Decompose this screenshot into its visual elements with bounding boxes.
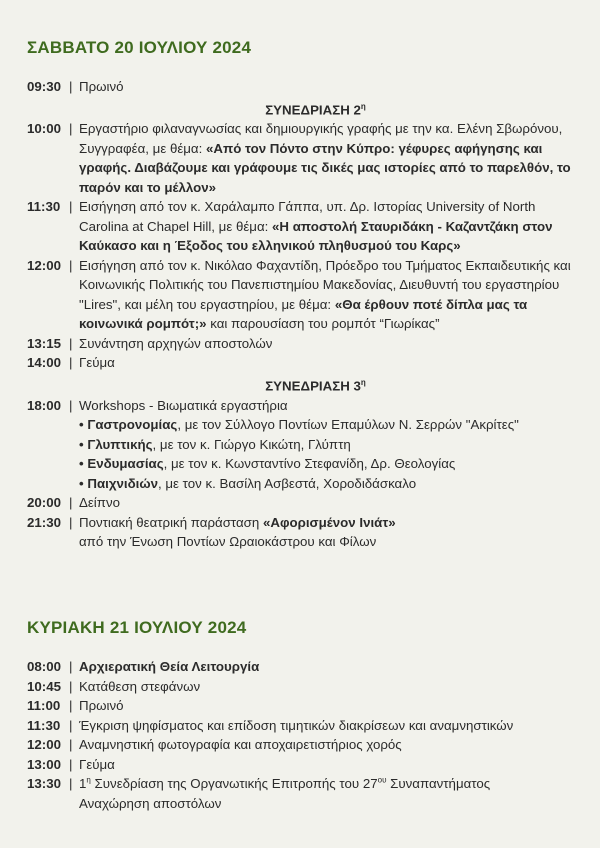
separator: | — [69, 698, 73, 713]
schedule-row — [27, 696, 582, 716]
separator: | — [69, 659, 73, 674]
separator: | — [69, 776, 73, 791]
time-label: 12:00 — [27, 737, 62, 752]
workshop-item: • Παιχνιδιών, με τον κ. Βασίλη Ασβεστά, Χοροδιδάσκαλο — [79, 474, 582, 494]
schedule-row — [27, 334, 582, 354]
schedule-row — [27, 353, 582, 373]
session-heading: ΣΥΝΕΔΡΙΑΣΗ $2^\eta$ — [265, 101, 366, 117]
event-text: Εισήγηση από τον κ. Χαράλαμπο Γάππα, υπ. Δρ. Ιστορίας University of North Carolina at Chapel Hill, με θέμα: «Η αποστολή Σταυριδάκη - Καζαντζάκη στον Καύκασο και η Έξοδος του ελληνικού πληθυσμού του Καρς» — [79, 199, 553, 254]
separator: | — [69, 737, 73, 752]
time-label: 13:15 — [27, 335, 62, 351]
day1-schedule — [27, 77, 582, 552]
schedule-row — [27, 119, 582, 197]
event-text: Εισήγηση από τον κ. Νικόλαο Φαχαντίδη, Πρόεδρο του Τμήματος Εκπαιδευτικής και Κοινωνικής Πολιτικής του Πανεπιστημίου Μακεδονίας, Διευθυντή του εργαστηρίου "Lires", και μέλη του εργαστηρίου, με θέμα: «Θα έρθουν ποτέ δίπλα μας τα κοινωνικά ρομπότ;» και παρουσίαση του ρομπότ “Γιωρίκας” — [79, 257, 571, 332]
separator: | — [69, 199, 73, 215]
separator: | — [69, 514, 73, 530]
time-label: 11:30 — [27, 717, 61, 733]
schedule-row — [27, 396, 582, 494]
time-label: 21:30 — [27, 514, 62, 530]
schedule-row — [27, 657, 582, 677]
time-label: 12:00 — [27, 257, 62, 273]
event-text: Αναμνηστική φωτογραφία και αποχαιρετιστήριος χορός — [79, 737, 402, 752]
time-label: 18:00 — [27, 397, 62, 413]
separator: | — [69, 678, 73, 694]
schedule-row — [27, 493, 582, 513]
event-text: Δείπνο — [79, 495, 120, 511]
event-text: Αρχιερατική Θεία Λειτουργία — [79, 659, 260, 674]
schedule-row — [27, 735, 582, 755]
day2-heading: ΚΥΡΙΑΚΗ 21 ΙΟΥΛΙΟΥ 2024 — [27, 618, 247, 637]
time-label: 20:00 — [27, 495, 62, 511]
schedule-row — [27, 197, 582, 256]
schedule-row — [27, 677, 582, 697]
time-label: 10:45 — [27, 678, 62, 694]
schedule-row — [27, 755, 582, 775]
schedule-row — [27, 256, 582, 334]
day1-heading: ΣΑΒΒΑΤΟ 20 ΙΟΥΛΙΟΥ 2024 — [27, 38, 252, 57]
workshop-item: • Γαστρονομίας, με τον Σύλλογο Ποντίων Επαμύλων Ν. Σερρών "Ακρίτες" — [79, 415, 582, 435]
time-label: 11:30 — [27, 199, 61, 215]
session-heading: ΣΥΝΕΔΡΙΑΣΗ $3^\eta$ — [265, 377, 366, 394]
time-label: 09:30 — [27, 79, 62, 94]
schedule-row — [27, 716, 582, 736]
schedule-row — [27, 774, 582, 813]
separator: | — [69, 495, 73, 511]
workshop-item: • Γλυπτικής, με τον κ. Γιώργο Κικώτη, Γλύπτη — [79, 435, 582, 455]
separator: | — [69, 335, 73, 351]
time-label: 13:00 — [27, 756, 62, 772]
separator: | — [69, 257, 73, 273]
event-text: Συνάντηση αρχηγών αποστολών — [79, 335, 273, 351]
schedule-row — [27, 513, 582, 552]
event-text: Ποντιακή θεατρική παράσταση «Αφορισμένον Ινιάτ» από την Ένωση Ποντίων Ωραιοκάστρου και Φίλων — [79, 514, 396, 550]
separator: | — [69, 397, 73, 413]
separator: | — [69, 121, 73, 137]
event-text: Πρωινό — [79, 79, 124, 94]
event-text: Κατάθεση στεφάνων — [79, 678, 201, 694]
separator: | — [69, 717, 73, 733]
separator: | — [69, 756, 73, 772]
separator: | — [69, 355, 73, 371]
event-text: Πρωινό — [79, 698, 124, 713]
schedule-row — [27, 77, 582, 97]
workshop-item: • Ενδυμασίας, με τον κ. Κωνσταντίνο Στεφανίδη, Δρ. Θεολογίας — [79, 454, 582, 474]
day2-schedule — [27, 657, 582, 813]
event-text: Εργαστήριο φιλαναγνωσίας και δημιουργικής γραφής με την κα. Ελένη Σβωρόνου, Συγγραφέα, με θέμα: «Από τον Πόντο στην Κύπρο: γέφυρες αφήγησης και γραφής. Διαβάζουμε και γράφουμε τις δικές μας ιστορίες από το παρελθόν, το παρόν και το μέλλον» — [79, 121, 571, 195]
event-text: Workshops - Βιωματικά εργαστήρια • Γαστρονομίας, με τον Σύλλογο Ποντίων Επαμύλων Ν. Σερρών "Ακρίτες" • Γλυπτικής, με τον κ. Γιώργο Κικώτη, Γλύπτη • Ενδυμασίας, με τον κ. Κωνσταντίνο Στεφανίδη, Δρ. Θεολογίας • Παιχνιδιών, με τον κ. Βασίλη Ασβεστά, Χοροδιδάσκαλο — [79, 396, 582, 494]
separator: | — [69, 79, 73, 94]
time-label: 11:00 — [27, 698, 61, 713]
time-label: 14:00 — [27, 355, 62, 371]
event-text: $1^\eta$ Συνεδρίαση της Οργανωτικής Επιτροπής του $27^{o\upsilon}$ Συναπαντήματος Αναχώρηση αποστόλων — [79, 775, 491, 811]
event-text: Γεύμα — [79, 355, 115, 371]
time-label: 13:30 — [27, 776, 62, 791]
event-text: Γεύμα — [79, 756, 115, 772]
time-label: 10:00 — [27, 121, 62, 137]
event-text: Έγκριση ψηφίσματος και επίδοση τιμητικών διακρίσεων και αναμνηστικών — [79, 717, 514, 733]
time-label: 08:00 — [27, 659, 62, 674]
